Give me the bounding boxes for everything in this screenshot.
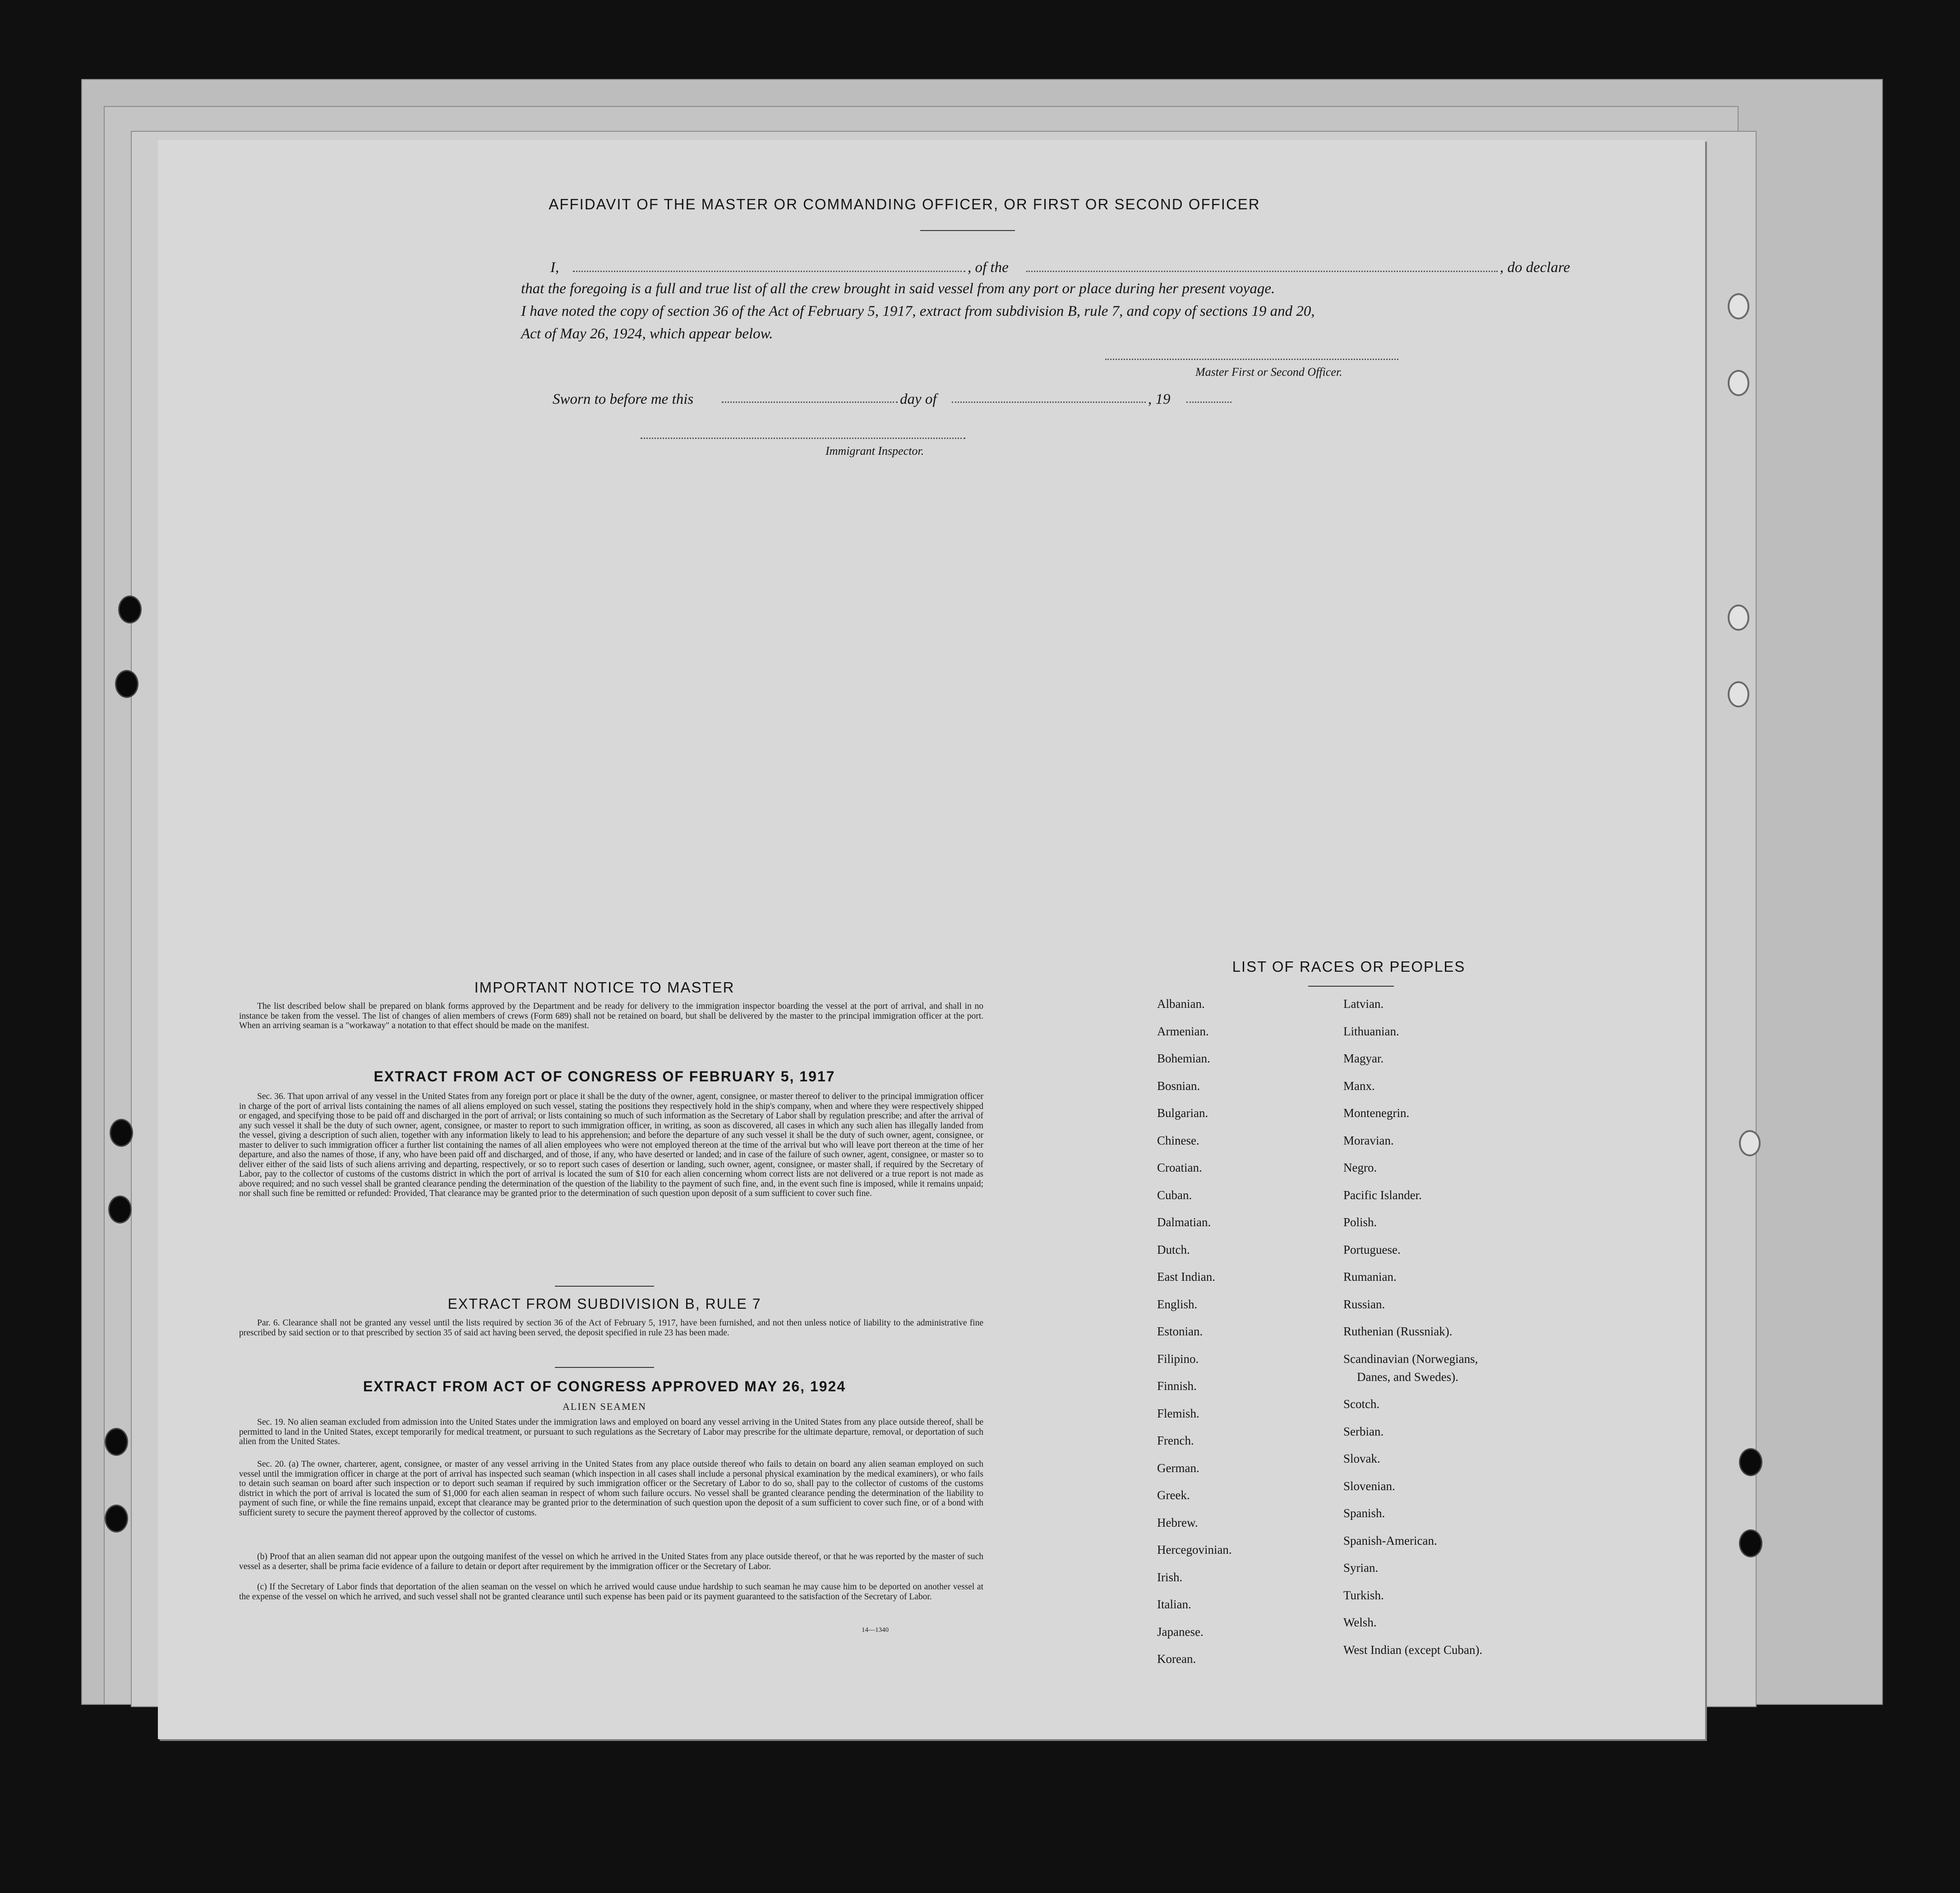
form-number: 14—1340	[862, 1626, 889, 1634]
extract-1924-title: EXTRACT FROM ACT OF CONGRESS APPROVED MAY 26, 1924	[363, 1378, 846, 1394]
extract-1917-body: Sec. 36. That upon arrival of any vessel in the United States from any foreign port or place it shall be the duty of the owner, agent, consignee, or master thereof to deliver to the principal immigration officer in charge of the port of arrival lists containing the names of all aliens employed on such vessel, stating the positions they respectively hold in the ship's company, when and where they were respectively shipped or engaged, and specifying those to be paid off and discharged in the port of arrival; or lists containing so much of such information as the Secretary of Labor shall by regulation prescribe; and after the arrival of any such vessel it shall be the duty of such owner, agent, consignee, or master to report to such immigration officer, in writing, as soon as discovered, all cases in which any such alien has illegally landed from the vessel, giving a description of such alien, together with any information likely to lead to his apprehension; and before the departure of any such vessel it shall be the duty of such owner, agent, consignee, or master to deliver to such immigration officer a further list containing the names of all alien employees who were not employed thereon at the time of the arrival but who will leave port thereon at the time of her departure, and also the names of those, if any, who have been paid off and discharged, and of those, if any, who have deserted or landed; and in case of the failure of such owner, agent, consignee, or master so to deliver either of the said lists of such aliens arriving and departing, respectively, or so to report such cases of desertion or landing, such owner, agent, consignee, or master shall, if required by the Secretary of Labor, pay to the collector of customs of the customs district in which the port of arrival is located the sum of $10 for each alien concerning whom correct lists are not delivered or a true report is not made as above required; and no such vessel shall be granted clearance pending the determination of the question of the liability to the payment of such fine, and, in the event such fine is imposed, while it remains unpaid; nor shall such fine be remitted or refunded: Provided, That clearance may be granted prior to the determination of such question upon deposit of a sum sufficient to cover such fine.	[239, 1092, 983, 1198]
race-item: German.	[1157, 1461, 1199, 1475]
race-item: Slovenian.	[1343, 1479, 1395, 1493]
extract-rule7-title: EXTRACT FROM SUBDIVISION B, RULE 7	[447, 1296, 761, 1312]
race-item: Polish.	[1343, 1215, 1377, 1229]
race-item: Welsh.	[1343, 1616, 1377, 1629]
race-item: Scandinavian (Norwegians,	[1343, 1352, 1478, 1366]
race-item: Dalmatian.	[1157, 1215, 1211, 1229]
races-title: LIST OF RACES OR PEOPLES	[1232, 958, 1466, 975]
race-item: Russian.	[1343, 1297, 1385, 1311]
race-item: Magyar.	[1343, 1052, 1384, 1065]
punch-hole-icon	[115, 670, 138, 698]
race-item: Serbian.	[1343, 1424, 1384, 1438]
divider	[555, 1367, 654, 1368]
notice-title: IMPORTANT NOTICE TO MASTER	[474, 979, 735, 996]
race-item: Scotch.	[1343, 1397, 1380, 1411]
race-item: Bohemian.	[1157, 1052, 1210, 1065]
race-item: Korean.	[1157, 1652, 1196, 1666]
race-item: Bulgarian.	[1157, 1106, 1208, 1120]
extract-1924-sec19: Sec. 19. No alien seaman excluded from admission into the United States under the immigration laws and employed on board any vessel arriving in the United States from any place outside thereof, shall be permitted to land in the United States, except temporarily for medical treatment, or pursuant to such regulations as the Secretary of Labor may prescribe for the ultimate departure, removal, or deportation of such alien from the United States.	[239, 1417, 983, 1446]
race-item: Hebrew.	[1157, 1515, 1198, 1529]
affidavit-line-4: Act of May 26, 1924, which appear below.	[521, 326, 773, 342]
race-item: Chinese.	[1157, 1133, 1199, 1147]
race-item: Manx.	[1343, 1079, 1375, 1093]
race-item: Irish.	[1157, 1570, 1183, 1584]
sworn-label: Sworn to before me this	[553, 391, 694, 407]
manifest-page	[158, 140, 1705, 1739]
race-item: Dutch.	[1157, 1242, 1190, 1256]
day-of-label: day of	[900, 391, 937, 407]
punch-hole-icon	[105, 1428, 128, 1456]
extract-rule7-body: Par. 6. Clearance shall not be granted any vessel until the lists required by section 36 of the Act of February 5, 1917, have been furnished, and not then unless notice of liability to the administrative fine prescribed by said section or to that prescribed by section 35 of said act having been served, the deposit specified in rule 23 has been made.	[239, 1318, 983, 1338]
race-item: English.	[1157, 1297, 1198, 1311]
race-item: Moravian.	[1343, 1133, 1394, 1147]
affidavit-do-declare: , do declare	[1500, 259, 1570, 276]
punch-hole-icon	[118, 596, 142, 623]
vessel-blank-line[interactable]	[1026, 271, 1498, 272]
sworn-day-blank-line[interactable]	[722, 402, 898, 403]
title-divider	[920, 230, 1015, 231]
race-item: Syrian.	[1343, 1561, 1379, 1574]
affidavit-line-2: that the foregoing is a full and true list of all the crew brought in said vessel from any port or place during her present voyage.	[521, 281, 1275, 297]
race-item: Bosnian.	[1157, 1079, 1200, 1093]
inspector-signature-label: Immigrant Inspector.	[826, 444, 924, 457]
race-item: Filipino.	[1157, 1352, 1199, 1366]
master-signature-label: Master First or Second Officer.	[1195, 365, 1342, 379]
binder-hole-icon	[1728, 605, 1749, 631]
binder-hole-icon	[1739, 1130, 1761, 1156]
master-signature-line[interactable]	[1105, 359, 1398, 360]
divider	[555, 1286, 654, 1287]
affidavit-i-label: I,	[550, 259, 559, 276]
race-item: Ruthenian (Russniak).	[1343, 1325, 1453, 1338]
extract-1924-subtitle: ALIEN SEAMEN	[563, 1401, 646, 1412]
extract-1917-title: EXTRACT FROM ACT OF CONGRESS OF FEBRUARY 5, 1917	[374, 1068, 835, 1085]
affidavit-of-the-label: , of the	[968, 259, 1009, 276]
binder-hole-icon	[1728, 681, 1749, 707]
race-item: Estonian.	[1157, 1325, 1203, 1338]
extract-1924-sec20b: (b) Proof that an alien seaman did not appear upon the outgoing manifest of the vessel on which he arrived in the United States from any place outside thereof, or that he was reported by the master of such vessel as a deserter, shall be prima facie evidence of a failure to detain or deport after requirement by the immigration officer or the Secretary of Labor.	[239, 1552, 983, 1571]
binder-hole-dark-icon	[1739, 1529, 1762, 1557]
race-item: Rumanian.	[1343, 1270, 1397, 1284]
race-item: East Indian.	[1157, 1270, 1215, 1284]
race-item: Finnish.	[1157, 1379, 1197, 1393]
sworn-month-blank-line[interactable]	[952, 402, 1146, 403]
year-label: , 19	[1148, 391, 1171, 407]
punch-hole-icon	[105, 1505, 128, 1533]
punch-hole-icon	[110, 1119, 133, 1147]
race-item: Italian.	[1157, 1598, 1191, 1611]
race-item: West Indian (except Cuban).	[1343, 1643, 1483, 1657]
race-item: Greek.	[1157, 1488, 1190, 1502]
race-item: Slovak.	[1343, 1452, 1380, 1465]
races-divider	[1308, 986, 1394, 987]
race-item: Pacific Islander.	[1343, 1188, 1422, 1202]
race-item: Spanish.	[1343, 1506, 1385, 1520]
race-item: Danes, and Swedes).	[1357, 1370, 1458, 1384]
race-item: Montenegrin.	[1343, 1106, 1410, 1120]
race-item: Negro.	[1343, 1161, 1377, 1174]
race-item: Japanese.	[1157, 1625, 1204, 1639]
binder-hole-dark-icon	[1739, 1448, 1762, 1476]
affidavit-line-3: I have noted the copy of section 36 of the Act of February 5, 1917, extract from subdivision B, rule 7, and copy of sections 19 and 20,	[521, 303, 1315, 319]
race-item: Armenian.	[1157, 1024, 1209, 1038]
race-item: Portuguese.	[1343, 1242, 1401, 1256]
race-item: Lithuanian.	[1343, 1024, 1399, 1038]
race-item: Cuban.	[1157, 1188, 1192, 1202]
race-item: Flemish.	[1157, 1406, 1199, 1420]
race-item: Hercegovinian.	[1157, 1543, 1232, 1556]
race-item: Albanian.	[1157, 997, 1205, 1011]
notice-body: The list described below shall be prepared on blank forms approved by the Department and be ready for delivery to the immigration inspector boarding the vessel at the port of arrival, and shall in no instance be taken from the vessel. The list of changes of alien members of crews (Form 689) shall not be retained on board, but shall be delivered by the master to the principal immigration officer at the port. When an arriving seaman is a "workaway" a notation to that effect should be made on the manifest.	[239, 1002, 983, 1030]
race-item: Spanish-American.	[1343, 1533, 1437, 1547]
affidavit-title: AFFIDAVIT OF THE MASTER OR COMMANDING OFFICER, OR FIRST OR SECOND OFFICER	[549, 196, 1260, 212]
sworn-year-blank-line[interactable]	[1186, 402, 1231, 403]
punch-hole-icon	[108, 1196, 132, 1224]
extract-1924-sec20c: (c) If the Secretary of Labor finds that deportation of the alien seaman on the vessel on which he arrived would cause undue hardship to such seaman he may cause him to be deported on another vessel at the expense of the vessel on which he arrived, and such vessel shall not be granted clearance until such expense has been paid or its payment guaranteed to the satisfaction of the Secretary of Labor.	[239, 1582, 983, 1602]
binder-hole-icon	[1728, 370, 1749, 396]
extract-1924-sec20a: Sec. 20. (a) The owner, charterer, agent, consignee, or master of any vessel arriving in the United States from any place outside thereof who fails to detain on board any alien seaman employed on such vessel until the immigration officer in charge at the port of arrival has inspected such seaman (which inspection in all cases shall include a personal physical examination by the medical examiners), or who fails to detain such seaman on board after such inspection or to deport such seaman if required by such immigration officer or the Secretary of Labor to do so, shall pay to the collector of customs of the customs district in which the port of arrival is located the sum of $1,000 for each alien seaman in respect of whom such failure occurs. No vessel shall be granted clearance pending the determination of the liability to payment of such fine, or while the fine remains unpaid, except that clearance may be granted prior to the determination of such question upon the deposit of a sum sufficient to cover such fine, or of a bond with sufficient surety to secure the payment thereof approved by the collector of customs.	[239, 1459, 983, 1518]
race-item: French.	[1157, 1434, 1194, 1447]
race-item: Turkish.	[1343, 1588, 1384, 1602]
name-blank-line[interactable]	[573, 271, 965, 272]
race-item: Croatian.	[1157, 1161, 1202, 1174]
race-item: Latvian.	[1343, 997, 1384, 1011]
inspector-signature-line[interactable]	[641, 438, 965, 439]
binder-hole-icon	[1728, 293, 1749, 319]
